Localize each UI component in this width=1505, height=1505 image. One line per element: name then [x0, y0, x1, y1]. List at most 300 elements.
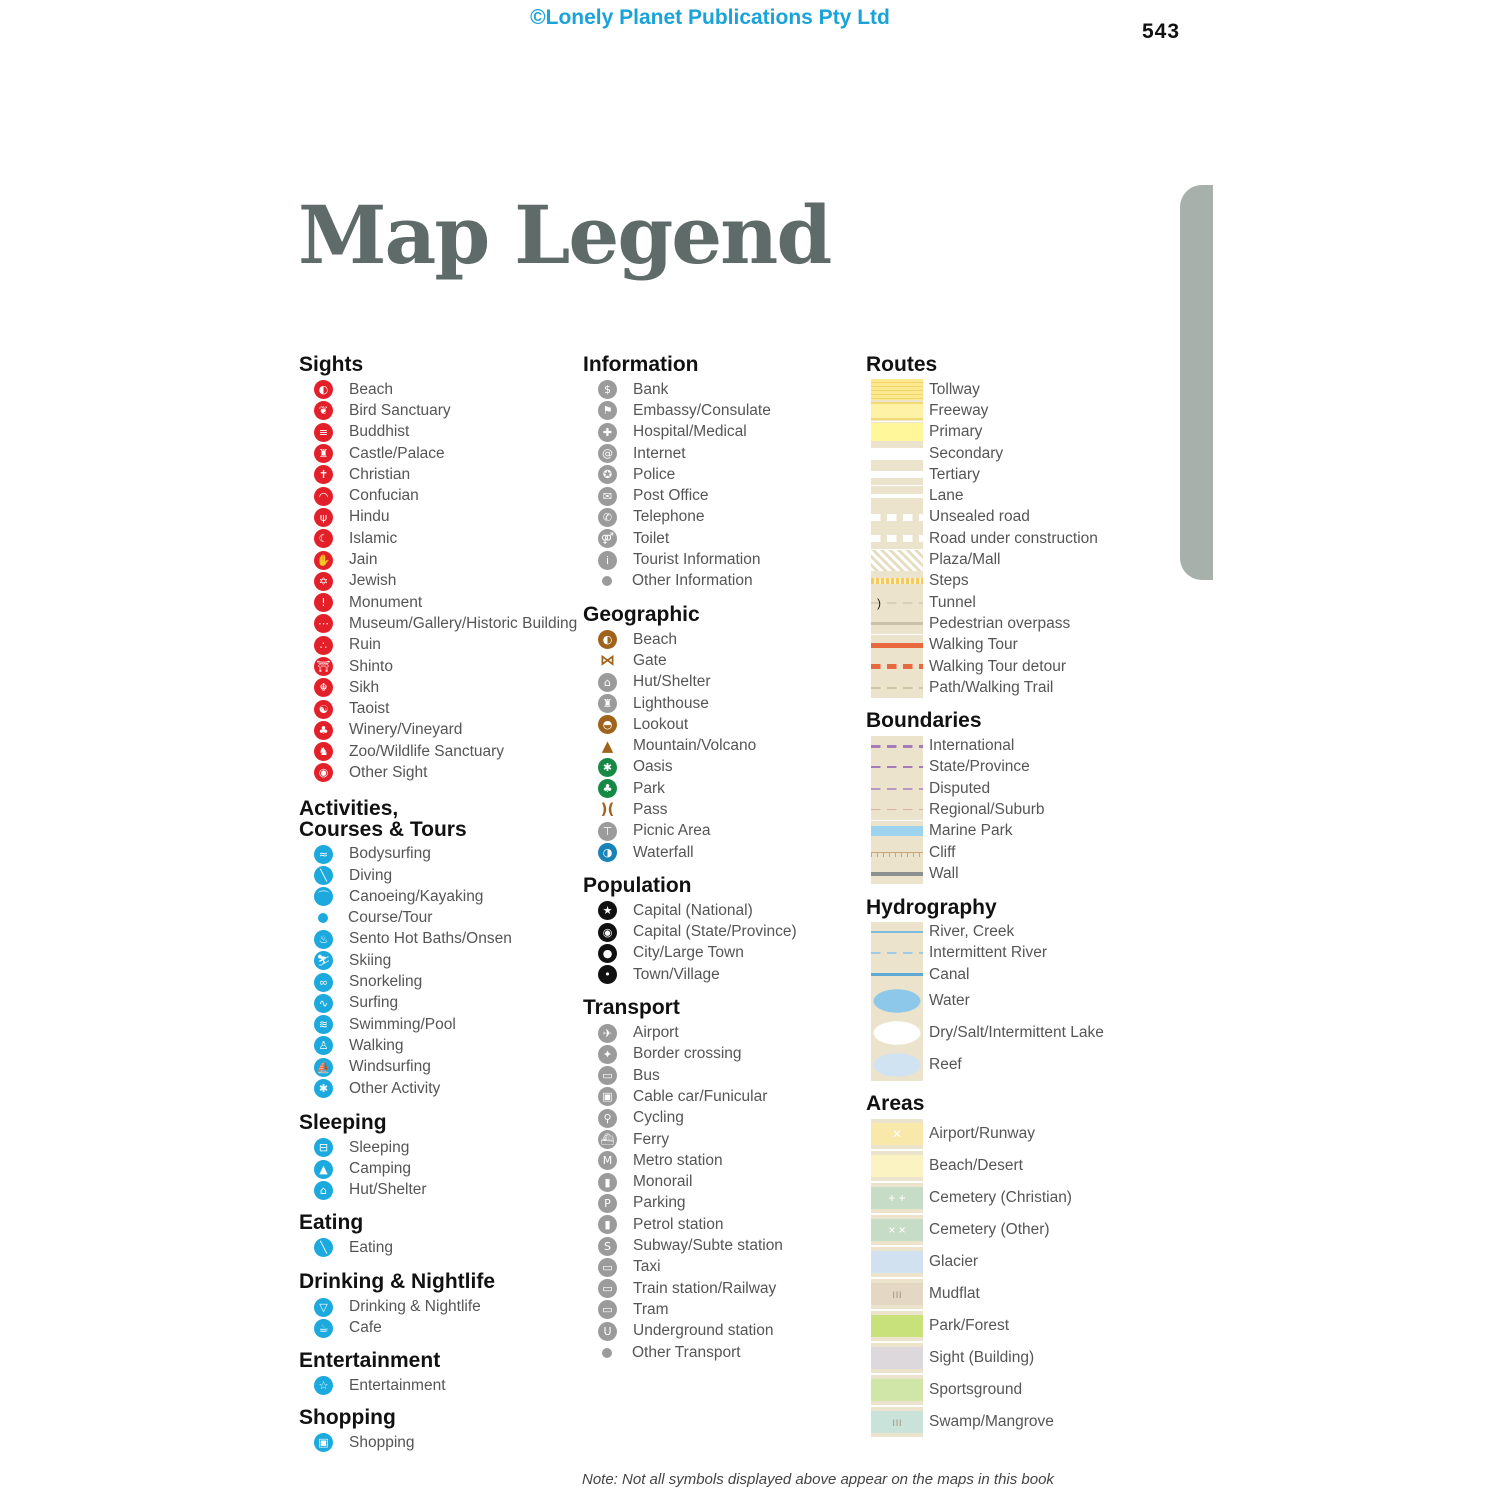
swimming-icon: ≋: [314, 1015, 333, 1034]
legend-item: [299, 1432, 569, 1453]
legend-item-label: Eating: [349, 1238, 393, 1256]
legend-item: [299, 571, 569, 592]
legend-item: [583, 672, 853, 693]
legend-item: [583, 922, 853, 943]
legend-item: [299, 741, 569, 762]
legend-section: [866, 1093, 1156, 1438]
legend-item: [866, 1374, 1156, 1406]
subway-icon: S: [598, 1237, 617, 1256]
legend-section: [299, 353, 578, 784]
ferry-icon: ⛴: [598, 1130, 617, 1149]
knife-fork-icon: ╲: [314, 1238, 333, 1257]
dot-icon: [318, 913, 328, 923]
legend-item-label: Underground station: [633, 1322, 774, 1340]
legend-item-label: Confucian: [349, 487, 419, 505]
section-heading: Geographic: [583, 602, 700, 626]
copyright-notice: ©Lonely Planet Publications Pty Ltd: [530, 6, 890, 29]
monorail-icon: ▮: [598, 1173, 617, 1192]
legend-item: [299, 549, 569, 570]
legend-item: [866, 842, 1156, 863]
legend-item-label: Gate: [633, 651, 667, 669]
legend-item-label: Park/Forest: [929, 1317, 1010, 1335]
legend-item: [299, 1014, 569, 1035]
legend-item-label: Primary: [929, 423, 983, 441]
zoo-icon: ♞: [314, 742, 333, 761]
legend-item-label: Tertiary: [929, 465, 980, 483]
legend-list: [583, 379, 853, 592]
legend-item: [299, 762, 569, 783]
legend-item: [866, 443, 1156, 464]
legend-item: [583, 379, 853, 400]
legend-item: [583, 1150, 853, 1171]
tent-icon: ▲: [314, 1160, 333, 1179]
buddhist-icon: ≡: [314, 423, 333, 442]
legend-item-label: Airport/Runway: [929, 1125, 1035, 1143]
legend-item-label: Path/Walking Trail: [929, 678, 1054, 696]
legend-item-label: Lookout: [633, 715, 689, 733]
secondary-swatch: [871, 443, 923, 464]
legend-list: [299, 1137, 569, 1201]
activity-icon: ✱: [314, 1079, 333, 1098]
section-heading: Eating: [299, 1211, 364, 1235]
legend-item: [866, 613, 1156, 634]
legend-list: [299, 1375, 569, 1396]
mudflat-swatch: ııı: [871, 1279, 923, 1309]
legend-item-label: Oasis: [633, 758, 673, 776]
bed-icon: ⊟: [314, 1138, 333, 1157]
bank-icon: $: [598, 380, 617, 399]
petrol-icon: ▮: [598, 1215, 617, 1234]
tunnel-swatch: ): [871, 592, 923, 613]
legend-item-label: Subway/Subte station: [633, 1237, 783, 1255]
grapes-icon: ♣: [314, 721, 333, 740]
ruin-icon: ∴: [314, 636, 333, 655]
waterfall-icon: ◑: [598, 843, 617, 862]
legend-item-label: Cafe: [349, 1319, 382, 1337]
legend-item-label: Embassy/Consulate: [633, 401, 771, 419]
legend-item-label: Canal: [929, 965, 970, 983]
legend-item: [583, 799, 853, 820]
legend-item-label: Waterfall: [633, 843, 694, 861]
section-heading: Areas: [866, 1092, 925, 1116]
cocktail-icon: ▽: [314, 1298, 333, 1317]
city-icon: ●: [598, 944, 617, 963]
legend-item-label: Pass: [633, 800, 668, 818]
legend-item-label: Capital (State/Province): [633, 923, 797, 941]
cemetery-christian-swatch: + +: [871, 1183, 923, 1213]
legend-item-label: Mudflat: [929, 1285, 980, 1303]
bus-icon: ▭: [598, 1066, 617, 1085]
legend-item: [299, 507, 569, 528]
airplane-icon: ✈: [598, 1024, 617, 1043]
legend-list: [299, 1237, 569, 1258]
legend-item-label: Cemetery (Other): [929, 1221, 1050, 1239]
legend-column-2: [583, 354, 853, 1363]
walking-icon: ♙: [314, 1036, 333, 1055]
capital-national-icon: ★: [598, 901, 617, 920]
legend-item: [866, 1246, 1156, 1278]
legend-item: [866, 1406, 1156, 1438]
legend-item: [866, 507, 1156, 528]
legend-item: [299, 1078, 569, 1099]
legend-item-label: Tourist Information: [633, 551, 761, 569]
lighthouse-icon: ♜: [598, 694, 617, 713]
legend-item-label: Skiing: [349, 951, 392, 969]
legend-item-label: Road under construction: [929, 529, 1098, 547]
plus-icon: ✚: [598, 423, 617, 442]
legend-item-label: Snorkeling: [349, 973, 423, 991]
legend-item: [299, 993, 569, 1014]
legend-item-label: Tunnel: [929, 593, 976, 611]
legend-item-label: Tram: [633, 1300, 669, 1318]
legend-item-label: Hospital/Medical: [633, 423, 747, 441]
confucian-icon: ◠: [314, 487, 333, 506]
walking-tour-swatch: [871, 635, 923, 656]
steps-swatch: [871, 571, 923, 592]
tree-icon: ♣: [598, 779, 617, 798]
legend-item: [583, 629, 853, 650]
train-icon: ▭: [598, 1279, 617, 1298]
gate-icon: ⋈: [600, 651, 615, 670]
legend-item: [866, 656, 1156, 677]
legend-section: [583, 354, 853, 592]
path-swatch: [871, 677, 923, 698]
legend-item: [583, 422, 853, 443]
legend-item: [866, 735, 1156, 756]
legend-item: [866, 1150, 1156, 1182]
legend-item-label: Parking: [633, 1194, 686, 1212]
legend-item-label: Freeway: [929, 401, 989, 419]
legend-item: [866, 1049, 1156, 1081]
hindu-icon: ψ: [314, 508, 333, 527]
legend-item-label: City/Large Town: [633, 944, 744, 962]
legend-item: [866, 1118, 1156, 1150]
legend-section: [299, 1350, 569, 1396]
legend-item: [866, 677, 1156, 698]
mountain-icon: ▲: [601, 736, 614, 755]
legend-section: [299, 1271, 569, 1339]
legend-item: [866, 422, 1156, 443]
legend-item: [866, 757, 1156, 778]
legend-section: [583, 875, 853, 985]
legend-item-label: Jewish: [349, 572, 397, 590]
legend-item-label: Bank: [633, 380, 669, 398]
legend-item-label: Cycling: [633, 1109, 684, 1127]
legend-item: [583, 1172, 853, 1193]
section-heading: Shopping: [299, 1406, 396, 1430]
legend-item-label: Border crossing: [633, 1045, 742, 1063]
legend-item-label: Metro station: [633, 1151, 723, 1169]
legend-item-label: Cemetery (Christian): [929, 1189, 1072, 1207]
museum-icon: ⋯: [314, 614, 333, 633]
legend-item: [299, 950, 569, 971]
dry-lake-swatch: [871, 1017, 923, 1049]
castle-icon: ♜: [314, 444, 333, 463]
disputed-swatch: [871, 778, 923, 799]
legend-item-label: Airport: [633, 1024, 679, 1042]
legend-item-label: Telephone: [633, 508, 705, 526]
legend-item: [583, 714, 853, 735]
legend-item: [583, 693, 853, 714]
legend-item-label: Beach/Desert: [929, 1157, 1023, 1175]
legend-item-label: Cliff: [929, 843, 956, 861]
intermittent-river-swatch: [871, 943, 923, 964]
dot-icon: [602, 1348, 612, 1358]
legend-item: [866, 1310, 1156, 1342]
legend-item: [299, 1318, 569, 1339]
legend-item: [866, 985, 1156, 1017]
legend-item-label: Jain: [349, 551, 378, 569]
legend-item: [583, 1235, 853, 1256]
legend-item-label: Disputed: [929, 779, 991, 797]
legend-item: [866, 464, 1156, 485]
sportsground-swatch: [871, 1375, 923, 1405]
eye-icon: ◉: [314, 763, 333, 782]
legend-section: [583, 604, 853, 863]
legend-section: [583, 997, 853, 1363]
phone-icon: ✆: [598, 508, 617, 527]
legend-item-label: Hut/Shelter: [633, 673, 711, 691]
legend-item-label: Sikh: [349, 678, 380, 696]
legend-item-label: Ferry: [633, 1130, 670, 1148]
legend-item: [299, 485, 569, 506]
legend-item: [299, 698, 569, 719]
legend-item: [299, 379, 569, 400]
legend-item: [299, 400, 569, 421]
legend-item: [299, 1237, 569, 1258]
legend-item: [583, 1193, 853, 1214]
regional-swatch: [871, 799, 923, 820]
legend-list: [299, 379, 578, 784]
legend-item: [583, 735, 853, 756]
legend-item: [299, 908, 569, 929]
legend-item: [866, 1214, 1156, 1246]
bodysurfing-icon: ≈: [314, 845, 333, 864]
legend-item-label: River, Creek: [929, 923, 1015, 941]
legend-item: [583, 507, 853, 528]
legend-column-3: [866, 354, 1156, 1438]
legend-item-label: Surfing: [349, 994, 399, 1012]
legend-item: [583, 1257, 853, 1278]
section-heading: Information: [583, 353, 699, 376]
legend-item: [866, 943, 1156, 964]
legend-item-label: Sportsground: [929, 1381, 1023, 1399]
legend-item-label: Unsealed road: [929, 508, 1030, 526]
legend-item-label: Train station/Railway: [633, 1279, 777, 1297]
legend-list: [866, 379, 1156, 698]
capital-state-icon: ◉: [598, 923, 617, 942]
legend-item: [299, 656, 569, 677]
mail-icon: ✉: [598, 487, 617, 506]
legend-item: [583, 842, 853, 863]
legend-item-label: Mountain/Volcano: [633, 737, 757, 755]
at-icon: @: [598, 444, 617, 463]
town-icon: •: [598, 965, 617, 984]
legend-item-label: Course/Tour: [348, 909, 433, 927]
legend-item: [583, 400, 853, 421]
diving-icon: ╲: [314, 866, 333, 885]
section-heading: Transport: [583, 996, 680, 1020]
toilet-icon: ⚤: [598, 529, 617, 548]
sight-building-swatch: [871, 1343, 923, 1373]
legend-list: [299, 1432, 569, 1453]
legend-item-label: Plaza/Mall: [929, 551, 1001, 569]
legend-item-label: Other Sight: [349, 763, 428, 781]
legend-item: [866, 549, 1156, 570]
star-icon: ☆: [314, 1376, 333, 1395]
legend-item-label: Camping: [349, 1160, 412, 1178]
legend-item: [299, 1035, 569, 1056]
legend-item: [866, 821, 1156, 842]
legend-item-label: Secondary: [929, 444, 1004, 462]
airport-swatch: ✕: [871, 1119, 923, 1149]
legend-item: [866, 1278, 1156, 1310]
police-icon: ✪: [598, 465, 617, 484]
legend-section: [299, 1407, 569, 1453]
legend-item-label: Park: [633, 779, 665, 797]
legend-item-label: Castle/Palace: [349, 444, 445, 462]
section-heading: Entertainment: [299, 1348, 441, 1372]
legend-item-label: Swimming/Pool: [349, 1015, 456, 1033]
legend-item-label: Monument: [349, 593, 423, 611]
legend-item: [583, 1108, 853, 1129]
section-heading: Population: [583, 874, 692, 898]
legend-item: [583, 650, 853, 671]
legend-item: [866, 922, 1156, 943]
beach-swatch: [871, 1151, 923, 1181]
legend-item: [299, 464, 569, 485]
legend-item: [583, 964, 853, 985]
legend-footnote: Note: Not all symbols displayed above appear on the maps in this book: [582, 1471, 1054, 1488]
legend-item-label: Bird Sanctuary: [349, 401, 451, 419]
lookout-icon: ◓: [598, 715, 617, 734]
legend-section: [866, 710, 1156, 884]
legend-item: [866, 1017, 1156, 1049]
legend-item-label: Hindu: [349, 508, 390, 526]
glacier-swatch: [871, 1247, 923, 1277]
legend-item-label: Internet: [633, 444, 686, 462]
legend-item-label: Ruin: [349, 636, 381, 654]
onsen-icon: ♨: [314, 930, 333, 949]
legend-item: [866, 528, 1156, 549]
legend-item-label: Taoist: [349, 700, 390, 718]
crescent-icon: ☾: [314, 529, 333, 548]
legend-item-label: Post Office: [633, 487, 709, 505]
legend-item: [866, 400, 1156, 421]
legend-item: [583, 1342, 853, 1363]
pass-icon: )(: [600, 800, 615, 819]
snorkel-icon: ∞: [314, 973, 333, 992]
dot-icon: [602, 576, 612, 586]
legend-item-label: Intermittent River: [929, 944, 1048, 962]
legend-item-label: Petrol station: [633, 1215, 724, 1233]
legend-item: [583, 571, 853, 592]
legend-item: [299, 1159, 569, 1180]
legend-item-label: Monorail: [633, 1173, 693, 1191]
legend-section: [299, 1112, 569, 1201]
legend-item-label: Islamic: [349, 529, 398, 547]
legend-item: [299, 971, 569, 992]
legend-item-label: Sight (Building): [929, 1349, 1035, 1367]
legend-item-label: Buddhist: [349, 423, 410, 441]
metro-icon: M: [598, 1151, 617, 1170]
section-heading: Sleeping: [299, 1111, 387, 1135]
legend-item: [299, 635, 569, 656]
legend-item-label: Shopping: [349, 1433, 415, 1451]
beach-icon: ◐: [598, 630, 617, 649]
legend-item: [583, 1214, 853, 1235]
primary-swatch: [871, 422, 923, 443]
legend-item: [583, 549, 853, 570]
hut-icon: ⌂: [598, 673, 617, 692]
legend-item-label: Christian: [349, 465, 411, 483]
legend-item: [583, 778, 853, 799]
legend-item-label: Pedestrian overpass: [929, 614, 1071, 632]
legend-item-label: Police: [633, 465, 676, 483]
legend-item: [583, 1129, 853, 1150]
legend-item-label: Marine Park: [929, 822, 1013, 840]
taxi-icon: ▭: [598, 1258, 617, 1277]
legend-item: [299, 844, 569, 865]
legend-item-label: Museum/Gallery/Historic Building: [349, 614, 578, 632]
legend-item: [299, 1375, 569, 1396]
skiing-icon: ⛷: [314, 951, 333, 970]
legend-item: [866, 799, 1156, 820]
parking-icon: P: [598, 1194, 617, 1213]
legend-item-label: Regional/Suburb: [929, 800, 1045, 818]
legend-item-label: Tollway: [929, 380, 980, 398]
legend-item-label: Other Transport: [632, 1343, 741, 1361]
legend-item-label: Drinking & Nightlife: [349, 1298, 481, 1316]
lane-swatch: [871, 486, 923, 507]
legend-item: [299, 865, 569, 886]
reef-swatch: [871, 1049, 923, 1081]
legend-item-label: Other Activity: [349, 1079, 441, 1097]
legend-item-label: Lighthouse: [633, 694, 709, 712]
legend-item: [866, 1182, 1156, 1214]
cup-icon: ☕: [314, 1319, 333, 1338]
legend-item: [583, 821, 853, 842]
legend-section: [299, 798, 569, 1100]
legend-item: [583, 1321, 853, 1342]
legend-column-1: [299, 353, 578, 1454]
legend-item-label: Steps: [929, 572, 969, 590]
cable-car-icon: ▣: [598, 1087, 617, 1106]
legend-item-label: Walking Tour: [929, 636, 1018, 654]
legend-item: [583, 757, 853, 778]
legend-item: [866, 592, 1156, 613]
page-number: 543: [1142, 20, 1181, 43]
legend-item: [299, 528, 569, 549]
legend-item: [299, 720, 569, 741]
legend-item-label: Cable car/Funicular: [633, 1087, 768, 1105]
underground-icon: U: [598, 1322, 617, 1341]
legend-item-label: Glacier: [929, 1253, 979, 1271]
chapter-thumb-tab: [1180, 185, 1213, 580]
jewish-icon: ✡: [314, 572, 333, 591]
legend-item-label: State/Province: [929, 758, 1030, 776]
legend-item-label: Beach: [633, 630, 677, 648]
legend-item: [866, 485, 1156, 506]
legend-list: [299, 844, 569, 1100]
freeway-swatch: [871, 400, 923, 421]
legend-item-label: Wall: [929, 864, 959, 882]
legend-item-label: Bus: [633, 1066, 660, 1084]
legend-item: [299, 1137, 569, 1158]
palm-icon: ✱: [598, 758, 617, 777]
legend-item: [583, 443, 853, 464]
legend-item-label: Entertainment: [349, 1376, 446, 1394]
